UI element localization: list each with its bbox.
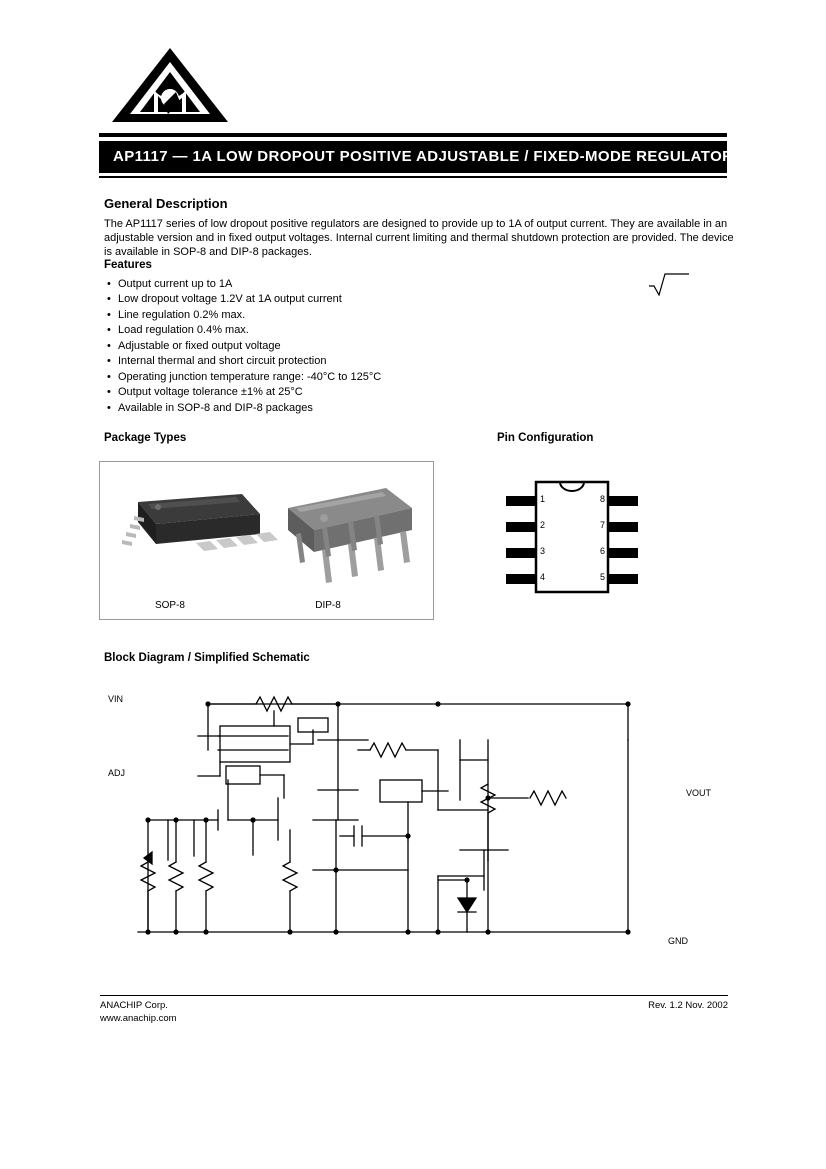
list-item: • Operating junction temperature range: -40°C to 125°C — [118, 370, 744, 386]
pin-number-4: 4 — [540, 572, 546, 582]
list-item: • Line regulation 0.2% max. — [118, 308, 744, 324]
general-description-title: General Description — [104, 196, 228, 211]
title-rule-top — [99, 133, 727, 137]
package-caption-sop8: SOP-8 — [154, 600, 185, 611]
schematic-section-label: Block Diagram / Simplified Schematic — [104, 652, 310, 664]
list-item: • Load regulation 0.4% max. — [118, 323, 744, 339]
pin-number-3: 3 — [540, 546, 546, 556]
list-item: • Output current up to 1A — [118, 277, 744, 293]
list-item: • Available in SOP-8 and DIP-8 packages — [118, 401, 744, 417]
list-item: • Internal thermal and short circuit protection — [118, 354, 744, 370]
pin-number-7: 7 — [600, 520, 606, 530]
dip8-package-photo — [288, 488, 412, 583]
footer-revision: Rev. 1.2 Nov. 2002 — [648, 1000, 728, 1011]
schematic-label-adj: ADJ — [108, 768, 126, 778]
general-description-body: The AP1117 series of low dropout positive regulators are designed to provide up to 1A of output current. They are available in an adjustable version and in fixed output voltages. Internal current limiting and thermal shutdown protection are provided. The device is available in SOP-8 and DIP-8 packages. — [104, 218, 734, 258]
pin-number-6: 6 — [600, 546, 606, 556]
general-description — [104, 196, 734, 259]
features-title: Features — [104, 259, 152, 271]
footer-website: www.anachip.com — [100, 1013, 177, 1024]
pin-number-1: 1 — [540, 494, 546, 504]
package-section-label: Package Types — [104, 432, 187, 444]
pin-configuration-diagram — [490, 470, 680, 620]
pinout-section-label: Pin Configuration — [497, 432, 594, 444]
footer-company: ANACHIP Corp. — [100, 1000, 168, 1011]
package-photo-box — [99, 461, 434, 620]
features-list — [104, 258, 744, 416]
title-bar — [99, 141, 734, 173]
schematic-label-gnd: GND — [668, 936, 688, 946]
features-items — [104, 277, 744, 417]
list-item: • Adjustable or fixed output voltage — [118, 339, 744, 355]
simplified-schematic — [108, 680, 728, 970]
package-caption-dip8: DIP-8 — [315, 600, 341, 611]
pin-number-5: 5 — [600, 572, 606, 582]
sop8-package-photo — [122, 494, 278, 551]
pin-number-8: 8 — [600, 494, 606, 504]
schematic-label-vout: VOUT — [686, 788, 712, 798]
list-item: • Output voltage tolerance ±1% at 25°C — [118, 385, 744, 401]
company-logo — [110, 46, 230, 124]
list-item: • Low dropout voltage 1.2V at 1A output current — [118, 292, 744, 308]
title-rule-bottom — [99, 176, 727, 178]
pin-number-2: 2 — [540, 520, 546, 530]
footer-divider — [100, 995, 728, 996]
document-title: AP1117 — 1A LOW DROPOUT POSITIVE ADJUSTABLE / FIXED-MODE REGULATOR — [113, 148, 734, 165]
schematic-label-vin: VIN — [108, 694, 124, 704]
